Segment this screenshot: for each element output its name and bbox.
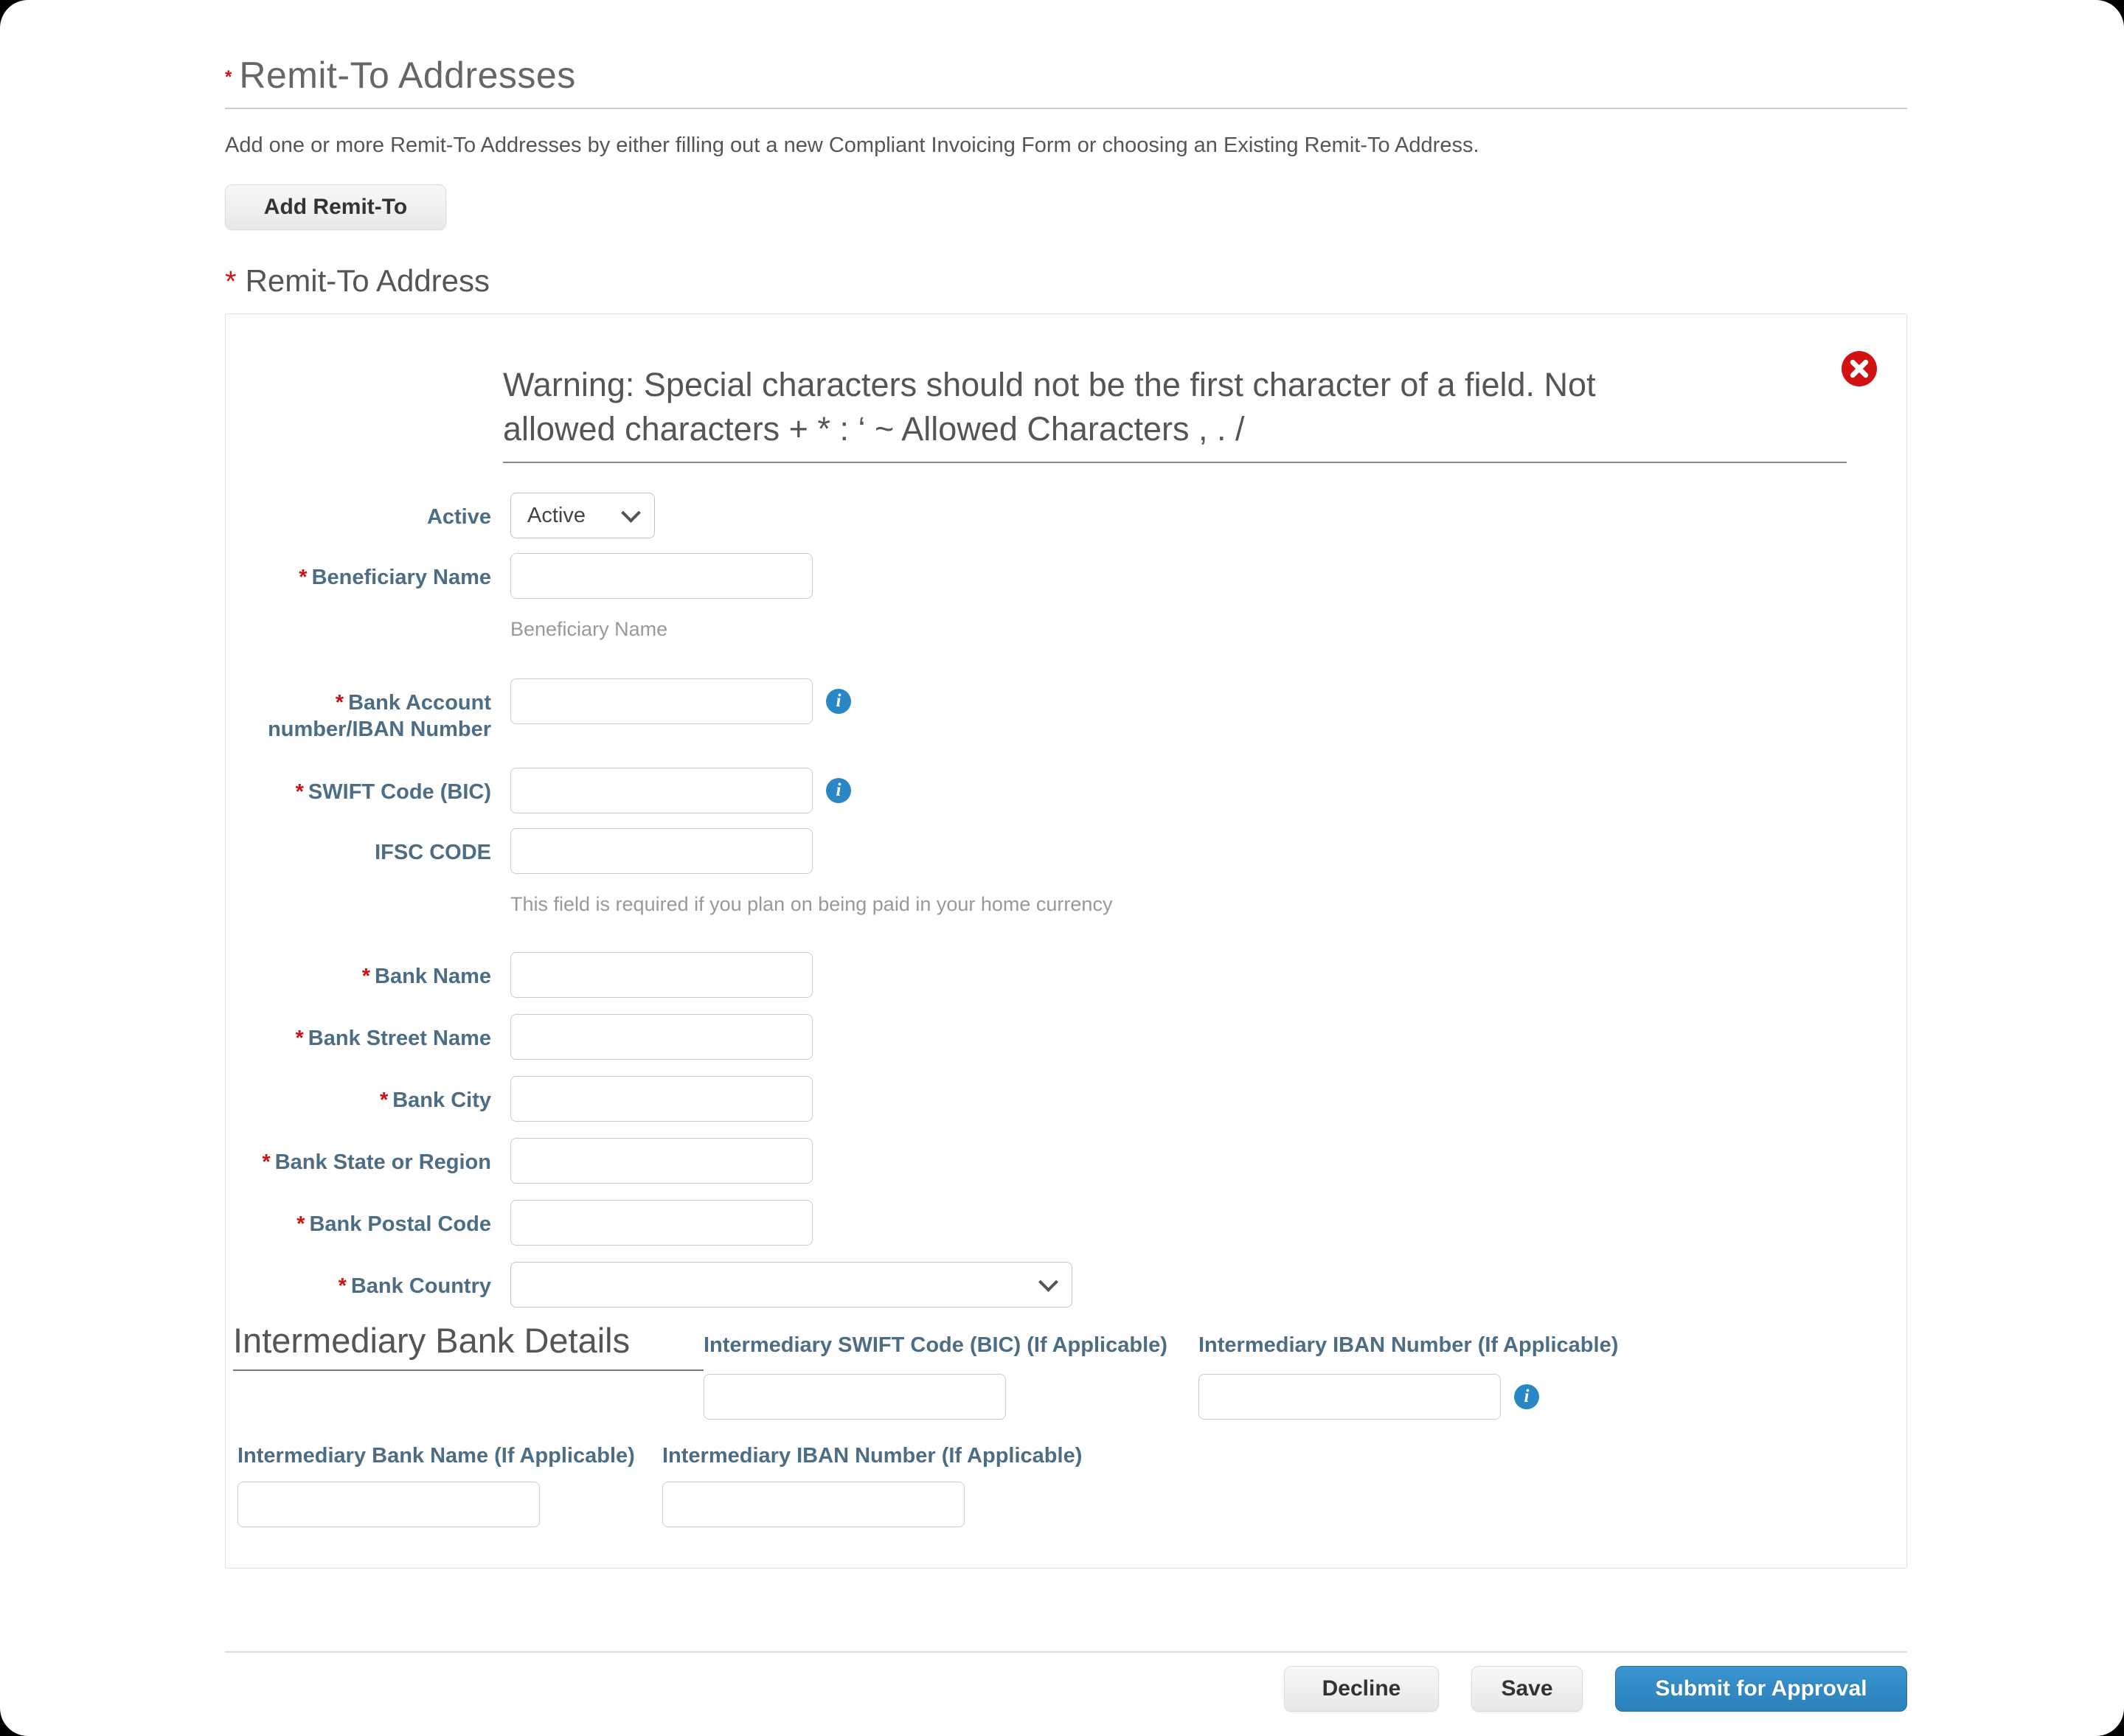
required-asterisk: * bbox=[225, 67, 232, 87]
intermediary-iban-label: Intermediary IBAN Number (If Applicable) bbox=[1198, 1333, 1619, 1357]
bank-street-label: * Bank Street Name bbox=[295, 1027, 491, 1050]
bank-account-label: * Bank Account number/IBAN Number bbox=[268, 691, 491, 741]
bank-state-input[interactable] bbox=[510, 1138, 813, 1184]
intermediary-bank-name-input[interactable] bbox=[237, 1482, 540, 1527]
ifsc-code-input[interactable] bbox=[510, 828, 813, 874]
bank-postal-label: * Bank Postal Code bbox=[296, 1212, 491, 1236]
required-asterisk: * bbox=[262, 1150, 271, 1174]
chevron-down-icon bbox=[621, 503, 641, 523]
intermediary-swift-label: Intermediary SWIFT Code (BIC) (If Applicable) bbox=[704, 1333, 1167, 1357]
beneficiary-name-hint: Beneficiary Name bbox=[510, 618, 668, 640]
intermediary-swift-column bbox=[704, 1321, 1198, 1420]
field-row-bank-street bbox=[226, 1014, 1906, 1060]
bank-street-input[interactable] bbox=[510, 1014, 813, 1060]
action-bar bbox=[225, 1666, 1907, 1712]
field-row-bank-name bbox=[226, 952, 1906, 998]
bank-postal-input[interactable] bbox=[510, 1200, 813, 1246]
field-row-bank-account bbox=[226, 678, 1906, 743]
spacer bbox=[540, 1482, 662, 1527]
warning-line-2: allowed characters + * : ‘ ~ Allowed Characters , . / bbox=[503, 410, 1245, 448]
bank-city-label: * Bank City bbox=[379, 1089, 491, 1112]
bank-state-label: * Bank State or Region bbox=[262, 1150, 491, 1174]
required-asterisk: * bbox=[379, 1089, 389, 1112]
info-icon[interactable]: i bbox=[826, 689, 851, 714]
intermediary-iban2-input[interactable] bbox=[662, 1482, 965, 1527]
required-asterisk: * bbox=[335, 691, 344, 715]
required-asterisk: * bbox=[338, 1274, 347, 1298]
intermediary-iban-input[interactable] bbox=[1198, 1374, 1501, 1420]
intermediary-heading: Intermediary Bank Details bbox=[233, 1321, 704, 1371]
required-asterisk: * bbox=[296, 1212, 305, 1236]
info-icon[interactable]: i bbox=[826, 778, 851, 803]
footer-divider bbox=[225, 1651, 1907, 1653]
field-row-bank-country bbox=[226, 1262, 1906, 1308]
bank-name-label: * Bank Name bbox=[361, 965, 491, 988]
page-header bbox=[225, 55, 1907, 96]
required-asterisk: * bbox=[225, 265, 237, 298]
remit-to-form bbox=[226, 493, 1906, 1308]
beneficiary-name-input[interactable] bbox=[510, 553, 813, 599]
page-title: Remit-To Addresses bbox=[239, 55, 576, 96]
required-asterisk: * bbox=[299, 566, 308, 589]
bank-name-input[interactable] bbox=[510, 952, 813, 998]
field-row-bank-postal bbox=[226, 1200, 1906, 1246]
submit-for-approval-button[interactable]: Submit for Approval bbox=[1615, 1666, 1907, 1712]
active-select[interactable] bbox=[510, 493, 655, 538]
required-asterisk: * bbox=[295, 780, 304, 804]
warning-line-1: Warning: Special characters should not be the first character of a field. Not bbox=[503, 366, 1596, 403]
section-title: Remit-To Address bbox=[245, 263, 490, 298]
intermediary-iban2-label: Intermediary IBAN Number (If Applicable) bbox=[662, 1444, 1083, 1468]
warning-message bbox=[503, 363, 1847, 463]
decline-button[interactable]: Decline bbox=[1284, 1666, 1439, 1712]
field-row-beneficiary-name bbox=[226, 553, 1906, 640]
field-row-swift-code bbox=[226, 768, 1906, 813]
close-icon[interactable] bbox=[1842, 351, 1877, 386]
chevron-down-icon bbox=[1038, 1272, 1058, 1292]
intermediary-row2-inputs bbox=[237, 1482, 1906, 1527]
field-row-ifsc-code bbox=[226, 828, 1906, 915]
beneficiary-name-label: * Beneficiary Name bbox=[299, 566, 491, 589]
field-row-active bbox=[226, 493, 1906, 538]
swift-code-label: * SWIFT Code (BIC) bbox=[295, 780, 491, 804]
info-icon[interactable]: i bbox=[1514, 1384, 1539, 1409]
bank-account-input[interactable] bbox=[510, 678, 813, 724]
bank-city-input[interactable] bbox=[510, 1076, 813, 1122]
intermediary-section bbox=[233, 1321, 1906, 1420]
intermediary-iban-column bbox=[1198, 1321, 1618, 1420]
intermediary-swift-input[interactable] bbox=[704, 1374, 1006, 1420]
field-row-bank-state bbox=[226, 1138, 1906, 1184]
ifsc-code-hint: This field is required if you plan on being paid in your home currency bbox=[510, 893, 1113, 915]
add-remit-to-button[interactable]: Add Remit-To bbox=[225, 184, 446, 230]
intermediary-bank-name-label: Intermediary Bank Name (If Applicable) bbox=[237, 1444, 635, 1468]
section-header bbox=[225, 263, 1907, 299]
ifsc-code-label: IFSC CODE bbox=[375, 841, 491, 864]
required-asterisk: * bbox=[361, 965, 371, 988]
active-select-value: Active bbox=[527, 503, 586, 527]
field-row-bank-city bbox=[226, 1076, 1906, 1122]
required-asterisk: * bbox=[295, 1027, 304, 1050]
active-label: Active bbox=[426, 505, 491, 529]
bank-country-select[interactable] bbox=[510, 1262, 1072, 1308]
swift-code-input[interactable] bbox=[510, 768, 813, 813]
title-divider bbox=[225, 108, 1907, 109]
bank-country-label: * Bank Country bbox=[338, 1274, 491, 1298]
save-button[interactable]: Save bbox=[1471, 1666, 1583, 1712]
remit-to-address-panel bbox=[225, 313, 1907, 1569]
intermediary-row2-labels bbox=[237, 1445, 1906, 1467]
page-description: Add one or more Remit-To Addresses by either filling out a new Compliant Invoicing Form or choosing an Existing Remit-To Address. bbox=[225, 133, 1479, 157]
